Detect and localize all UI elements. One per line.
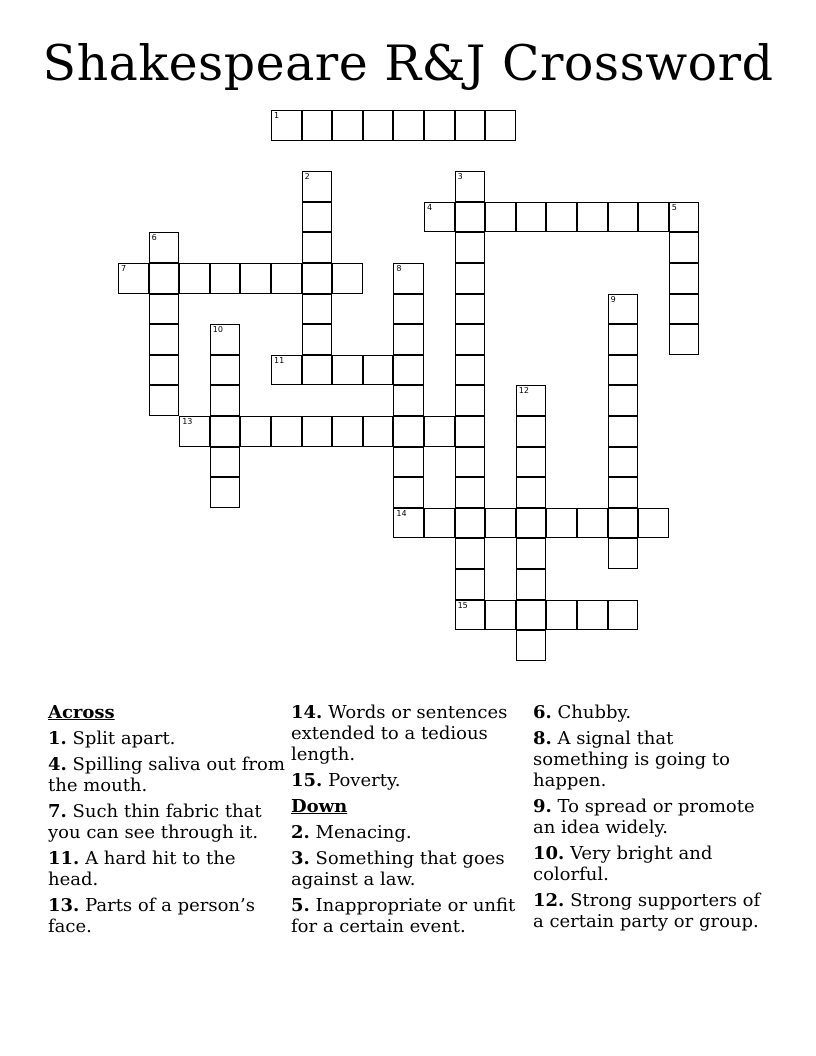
clue-text: Poverty.	[328, 770, 401, 791]
grid-cell[interactable]	[149, 263, 180, 294]
grid-cell[interactable]	[393, 508, 424, 539]
grid-cell[interactable]	[271, 355, 302, 386]
clue-across-13	[48, 895, 288, 937]
grid-cell[interactable]	[516, 538, 547, 569]
grid-cell[interactable]	[455, 508, 486, 539]
clue-number: 5.	[291, 895, 310, 916]
clue-text: To spread or promote an idea widely.	[533, 796, 755, 838]
grid-cell[interactable]	[516, 477, 547, 508]
down-heading: Down	[291, 796, 348, 817]
grid-cell[interactable]	[638, 202, 669, 233]
grid-cell[interactable]	[669, 324, 700, 355]
clue-down-3	[291, 848, 527, 890]
across-heading: Across	[48, 702, 115, 723]
cell-number: 2	[304, 172, 310, 182]
grid-cell[interactable]	[393, 294, 424, 325]
grid-cell[interactable]	[363, 110, 394, 141]
grid-cell[interactable]	[210, 416, 241, 447]
grid-cell[interactable]	[608, 600, 639, 631]
grid-cell[interactable]	[302, 110, 333, 141]
clue-across-15	[291, 770, 527, 791]
grid-cell[interactable]	[455, 477, 486, 508]
grid-cell[interactable]	[455, 171, 486, 202]
grid-cell[interactable]	[210, 263, 241, 294]
clue-column-1	[48, 702, 288, 942]
grid-cell[interactable]	[516, 416, 547, 447]
grid-cell[interactable]	[455, 447, 486, 478]
grid-cell[interactable]	[393, 324, 424, 355]
grid-cell[interactable]	[363, 416, 394, 447]
grid-cell[interactable]	[455, 263, 486, 294]
grid-cell[interactable]	[455, 324, 486, 355]
grid-cell[interactable]	[302, 232, 333, 263]
clue-column-3	[533, 702, 773, 937]
cell-number: 8	[396, 264, 402, 273]
clue-number: 11.	[48, 848, 80, 869]
clue-text: Spilling saliva out from the mouth.	[48, 754, 285, 796]
grid-cell[interactable]	[455, 385, 486, 416]
grid-cell[interactable]	[302, 171, 333, 202]
clue-number: 2.	[291, 822, 310, 843]
grid-cell[interactable]	[149, 232, 180, 263]
clue-number: 15.	[291, 770, 323, 791]
grid-cell[interactable]	[485, 110, 516, 141]
grid-cell[interactable]	[577, 600, 608, 631]
clue-number: 1.	[48, 728, 67, 749]
grid-cell[interactable]	[485, 508, 516, 539]
cell-number: 7	[121, 264, 127, 273]
cell-number: 9	[610, 294, 616, 304]
grid-cell[interactable]	[516, 569, 547, 600]
grid-cell[interactable]	[455, 416, 486, 447]
grid-cell[interactable]	[608, 538, 639, 569]
grid-cell[interactable]	[608, 355, 639, 386]
grid-cell[interactable]	[332, 355, 363, 386]
grid-cell[interactable]	[516, 447, 547, 478]
grid-cell[interactable]	[424, 508, 455, 539]
clue-across-1	[48, 728, 288, 749]
grid-cell[interactable]	[393, 355, 424, 386]
clue-down-12	[533, 890, 773, 932]
clue-down-10	[533, 843, 773, 885]
clue-text: Very bright and colorful.	[533, 843, 713, 885]
clue-down-5	[291, 895, 527, 937]
grid-cell[interactable]	[149, 324, 180, 355]
cell-number: 12	[518, 386, 529, 396]
clue-text: Inappropriate or unfit for a certain event.	[291, 895, 516, 937]
grid-cell[interactable]	[546, 508, 577, 539]
grid-cell[interactable]	[332, 416, 363, 447]
grid-cell[interactable]	[516, 508, 547, 539]
grid-cell[interactable]	[608, 294, 639, 325]
clue-text: Menacing.	[315, 822, 412, 843]
grid-cell[interactable]	[577, 508, 608, 539]
clue-number: 14.	[291, 702, 323, 723]
crossword-grid	[118, 110, 678, 670]
grid-cell[interactable]	[393, 477, 424, 508]
grid-cell[interactable]	[210, 477, 241, 508]
clue-number: 6.	[533, 702, 552, 723]
grid-cell[interactable]	[455, 600, 486, 631]
clue-across-14	[291, 702, 527, 765]
clue-down-2	[291, 822, 527, 843]
grid-cell[interactable]	[516, 600, 547, 631]
cell-number: 3	[457, 172, 463, 182]
cell-number: 14	[396, 508, 407, 518]
grid-cell[interactable]	[455, 569, 486, 600]
grid-cell[interactable]	[608, 477, 639, 508]
grid-cell[interactable]	[608, 324, 639, 355]
grid-cell[interactable]	[302, 294, 333, 325]
clue-across-4	[48, 754, 288, 796]
clue-number: 13.	[48, 895, 80, 916]
grid-cell[interactable]	[210, 385, 241, 416]
grid-cell[interactable]	[393, 385, 424, 416]
grid-cell[interactable]	[669, 232, 700, 263]
clue-text: Split apart.	[72, 728, 176, 749]
grid-cell[interactable]	[424, 202, 455, 233]
grid-cell[interactable]	[424, 416, 455, 447]
grid-cell[interactable]	[149, 385, 180, 416]
grid-cell[interactable]	[608, 447, 639, 478]
cell-number: 10	[212, 325, 223, 335]
grid-cell[interactable]	[302, 324, 333, 355]
grid-cell[interactable]	[240, 263, 271, 294]
grid-cell[interactable]	[516, 385, 547, 416]
clue-across-7	[48, 801, 288, 843]
grid-cell[interactable]	[271, 263, 302, 294]
clue-text: Strong supporters of a certain party or group.	[533, 890, 761, 932]
grid-cell[interactable]	[669, 294, 700, 325]
clue-text: A signal that something is going to happen.	[533, 728, 730, 791]
grid-cell[interactable]	[455, 294, 486, 325]
clue-down-6	[533, 702, 773, 723]
grid-cell[interactable]	[149, 294, 180, 325]
clue-down-9	[533, 796, 773, 838]
grid-cell[interactable]	[210, 355, 241, 386]
grid-cell[interactable]	[669, 202, 700, 233]
grid-cell[interactable]	[424, 110, 455, 141]
clue-number: 8.	[533, 728, 552, 749]
grid-cell[interactable]	[240, 416, 271, 447]
clue-text: Such thin fabric that you can see through it.	[48, 801, 262, 843]
grid-cell[interactable]	[455, 110, 486, 141]
clue-number: 4.	[48, 754, 67, 775]
cell-number: 11	[274, 355, 285, 365]
grid-cell[interactable]	[118, 263, 149, 294]
grid-cell[interactable]	[302, 202, 333, 233]
grid-cell[interactable]	[546, 600, 577, 631]
clue-down-8	[533, 728, 773, 791]
grid-cell[interactable]	[332, 263, 363, 294]
clue-text: Parts of a person’s face.	[48, 895, 255, 937]
cell-number: 13	[182, 417, 193, 426]
grid-cell[interactable]	[271, 416, 302, 447]
grid-cell[interactable]	[546, 202, 577, 233]
clue-text: Words or sentences extended to a tedious length.	[291, 702, 508, 765]
clue-number: 3.	[291, 848, 310, 869]
grid-cell[interactable]	[271, 110, 302, 141]
grid-cell[interactable]	[302, 416, 333, 447]
grid-cell[interactable]	[302, 263, 333, 294]
grid-cell[interactable]	[393, 110, 424, 141]
clue-column-2	[291, 702, 527, 942]
clue-text: A hard hit to the head.	[48, 848, 236, 890]
grid-cell[interactable]	[210, 447, 241, 478]
grid-cell[interactable]	[608, 385, 639, 416]
grid-cell[interactable]	[608, 508, 639, 539]
clue-number: 10.	[533, 843, 565, 864]
grid-cell[interactable]	[210, 324, 241, 355]
grid-cell[interactable]	[485, 600, 516, 631]
grid-cell[interactable]	[393, 447, 424, 478]
grid-cell[interactable]	[393, 416, 424, 447]
grid-cell[interactable]	[455, 202, 486, 233]
clue-number: 9.	[533, 796, 552, 817]
clue-text: Something that goes against a law.	[291, 848, 505, 890]
grid-cell[interactable]	[455, 232, 486, 263]
grid-cell[interactable]	[332, 110, 363, 141]
grid-cell[interactable]	[516, 202, 547, 233]
grid-cell[interactable]	[455, 355, 486, 386]
cell-number: 5	[671, 202, 677, 212]
grid-cell[interactable]	[577, 202, 608, 233]
grid-cell[interactable]	[455, 538, 486, 569]
clue-number: 7.	[48, 801, 67, 822]
cell-number: 6	[151, 233, 157, 243]
grid-cell[interactable]	[179, 263, 210, 294]
grid-cell[interactable]	[638, 508, 669, 539]
grid-cell[interactable]	[608, 416, 639, 447]
grid-cell[interactable]	[302, 355, 333, 386]
grid-cell[interactable]	[393, 263, 424, 294]
cell-number: 4	[427, 202, 433, 212]
clue-number: 12.	[533, 890, 565, 911]
grid-cell[interactable]	[485, 202, 516, 233]
grid-cell[interactable]	[516, 630, 547, 661]
grid-cell[interactable]	[179, 416, 210, 447]
grid-cell[interactable]	[669, 263, 700, 294]
clue-text: Chubby.	[557, 702, 632, 723]
grid-cell[interactable]	[363, 355, 394, 386]
page-title: Shakespeare R&J Crossword	[42, 35, 774, 92]
cell-number: 15	[457, 600, 468, 610]
grid-cell[interactable]	[608, 202, 639, 233]
grid-cell[interactable]	[149, 355, 180, 386]
cell-number: 1	[274, 111, 280, 120]
clue-across-11	[48, 848, 288, 890]
